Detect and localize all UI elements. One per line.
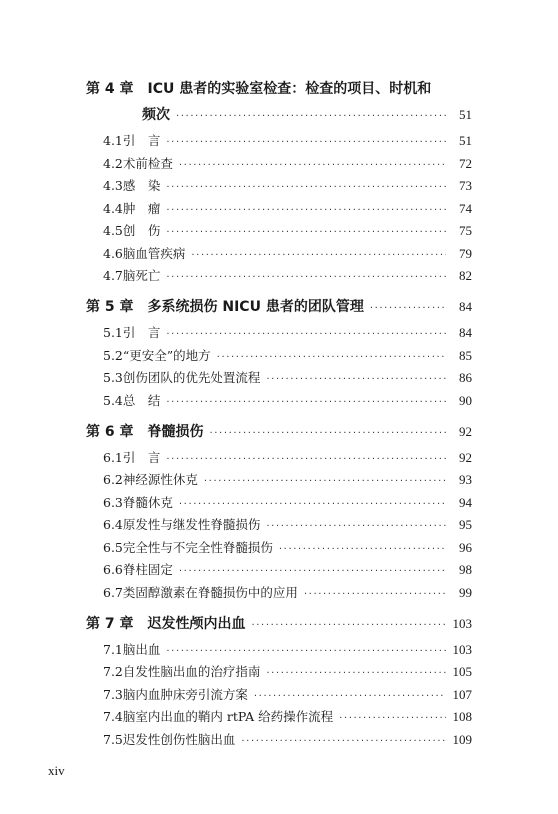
section-title: 脑内血肿床旁引流方案 (122, 686, 248, 702)
section-number: 6.2 (103, 472, 123, 487)
section-number: 7.2 (103, 664, 123, 679)
chapter-heading-continued[interactable] (86, 104, 472, 131)
page-number: 98 (459, 562, 472, 577)
section-number: 6.1 (103, 449, 123, 465)
section-title: “更安全”的地方 (122, 347, 211, 363)
section-entry[interactable] (86, 685, 472, 708)
leader-dots (252, 620, 447, 631)
chapter-7 (86, 613, 472, 753)
section-title: 脑出血 (122, 641, 161, 657)
leader-dots (166, 454, 446, 465)
leader-dots (339, 713, 446, 724)
section-title: 神经源性休克 (122, 472, 198, 487)
page-number: 79 (459, 245, 472, 261)
page-number: 92 (459, 423, 472, 439)
leader-dots (191, 250, 446, 261)
section-title: 创伤团队的优先处置流程 (122, 370, 261, 385)
section-number: 5.2 (103, 347, 123, 363)
section-number: 7.3 (103, 686, 123, 702)
section-title: 原发性与继发性脊髓损伤 (122, 517, 261, 532)
chapter-title: ICU 患者的实验室检查：检查的项目、时机和 (147, 81, 432, 97)
section-title: 引 言 (122, 133, 161, 148)
section-number: 4.7 (103, 268, 123, 283)
chapter-heading[interactable] (86, 421, 472, 448)
section-number: 4.1 (103, 133, 123, 148)
section-title: 脑血管疾病 (122, 245, 186, 261)
section-entry[interactable] (86, 266, 472, 296)
leader-dots (166, 646, 446, 657)
section-entry[interactable] (86, 560, 472, 583)
section-title: 脑室内出血的鞘内 rtPA 给药操作流程 (122, 709, 334, 724)
page-number: 108 (452, 709, 472, 724)
section-entry[interactable] (86, 244, 472, 267)
page-number: 99 (459, 584, 472, 600)
section-number: 6.7 (103, 584, 123, 600)
page-number: 93 (459, 472, 472, 487)
section-entry[interactable] (86, 323, 472, 346)
page-number: 51 (459, 107, 472, 122)
page-number: 72 (459, 155, 472, 171)
leader-dots (166, 227, 446, 238)
section-title: 总 结 (122, 392, 161, 408)
chapter-4 (86, 78, 472, 296)
section-entry[interactable] (86, 154, 472, 177)
page-number: 94 (459, 494, 472, 510)
chapter-title-continued: 频次 (142, 107, 170, 123)
leader-dots (266, 668, 446, 679)
leader-dots (370, 303, 446, 314)
section-number: 4.4 (103, 200, 123, 216)
section-number: 4.6 (103, 245, 123, 261)
page-number: 109 (452, 731, 472, 747)
chapter-title: 多系统损伤 NICU 患者的团队管理 (147, 299, 364, 315)
page-number: 85 (459, 347, 472, 363)
page-number: 73 (459, 178, 472, 193)
section-entry[interactable] (86, 448, 472, 471)
section-entry[interactable] (86, 470, 472, 493)
section-entry[interactable] (86, 493, 472, 516)
leader-dots (166, 137, 446, 148)
chapter-heading[interactable] (86, 296, 472, 323)
section-title: 类固醇激素在脊髓损伤中的应用 (122, 584, 298, 600)
leader-dots (266, 374, 446, 385)
page-number: 95 (459, 517, 472, 532)
section-entry[interactable] (86, 730, 472, 753)
page-number: 107 (452, 686, 472, 702)
chapter-number: 第 7 章 (86, 615, 134, 632)
section-number: 7.1 (103, 641, 123, 657)
chapter-number: 第 6 章 (86, 423, 134, 440)
page-number: 96 (459, 539, 472, 555)
leader-dots (304, 589, 446, 600)
page-number: 84 (459, 325, 472, 340)
leader-dots (179, 499, 446, 510)
leader-dots (266, 521, 446, 532)
page-number: 103 (452, 641, 472, 657)
section-entry[interactable] (86, 640, 472, 663)
section-title: 脊柱固定 (122, 562, 173, 577)
page-number: 74 (459, 200, 472, 216)
page-number: 82 (459, 268, 472, 283)
leader-dots (254, 691, 446, 702)
leader-dots (241, 736, 446, 747)
section-number: 7.5 (103, 731, 123, 747)
chapter-title: 迟发性颅内出血 (147, 615, 246, 632)
page-number: 90 (459, 392, 472, 408)
leader-dots (204, 476, 446, 487)
section-title: 感 染 (122, 178, 161, 193)
leader-dots (166, 205, 446, 216)
section-number: 6.6 (103, 562, 123, 577)
section-number: 4.3 (103, 178, 123, 193)
section-number: 6.4 (103, 517, 123, 532)
section-number: 6.3 (103, 494, 123, 510)
section-entry[interactable] (86, 368, 472, 391)
leader-dots (166, 272, 446, 283)
chapter-5 (86, 296, 472, 421)
section-number: 4.5 (103, 223, 123, 238)
footer-page-number: xiv (48, 763, 65, 778)
section-title: 创 伤 (122, 223, 161, 238)
section-number: 5.1 (103, 325, 123, 340)
section-title: 迟发性创伤性脑出血 (122, 731, 236, 747)
leader-dots (210, 428, 447, 439)
section-number: 7.4 (103, 709, 123, 724)
page-number: 105 (452, 664, 472, 679)
section-entry[interactable] (86, 538, 472, 561)
section-title: 脑死亡 (122, 268, 161, 283)
chapter-title: 脊髓损伤 (147, 423, 204, 440)
page-number: 86 (459, 370, 472, 385)
page-number: 103 (452, 615, 472, 631)
page-number: 92 (459, 449, 472, 465)
section-entry[interactable] (86, 176, 472, 199)
table-of-contents (86, 78, 472, 752)
section-entry[interactable] (86, 346, 472, 369)
chapter-heading[interactable] (86, 78, 472, 104)
section-title: 脊髓休克 (122, 494, 173, 510)
section-number: 4.2 (103, 155, 123, 171)
section-number: 5.4 (103, 392, 123, 408)
section-title: 引 言 (122, 449, 161, 465)
section-entry[interactable] (86, 221, 472, 244)
leader-dots (166, 329, 446, 340)
section-number: 5.3 (103, 370, 123, 385)
chapter-heading[interactable] (86, 613, 472, 640)
leader-dots (176, 111, 446, 122)
chapter-number: 第 5 章 (86, 299, 134, 315)
section-entry[interactable] (86, 707, 472, 730)
section-entry[interactable] (86, 131, 472, 154)
leader-dots (166, 397, 446, 408)
leader-dots (179, 160, 446, 171)
leader-dots (179, 566, 446, 577)
section-title: 引 言 (122, 325, 161, 340)
section-title: 完全性与不完全性脊髓损伤 (122, 539, 273, 555)
page-number: 75 (459, 223, 472, 238)
leader-dots (166, 182, 446, 193)
section-title: 术前检查 (122, 155, 173, 171)
section-title: 肿 瘤 (122, 200, 161, 216)
leader-dots (217, 352, 446, 363)
chapter-number: 第 4 章 (86, 81, 134, 97)
section-number: 6.5 (103, 539, 123, 555)
page-number: 51 (459, 133, 472, 148)
section-entry[interactable] (86, 199, 472, 222)
page-number: 84 (459, 299, 472, 314)
section-entry[interactable] (86, 515, 472, 538)
section-entry[interactable] (86, 583, 472, 613)
section-entry[interactable] (86, 662, 472, 685)
section-title: 自发性脑出血的治疗指南 (122, 664, 261, 679)
chapter-6 (86, 421, 472, 613)
section-entry[interactable] (86, 391, 472, 421)
leader-dots (279, 544, 446, 555)
